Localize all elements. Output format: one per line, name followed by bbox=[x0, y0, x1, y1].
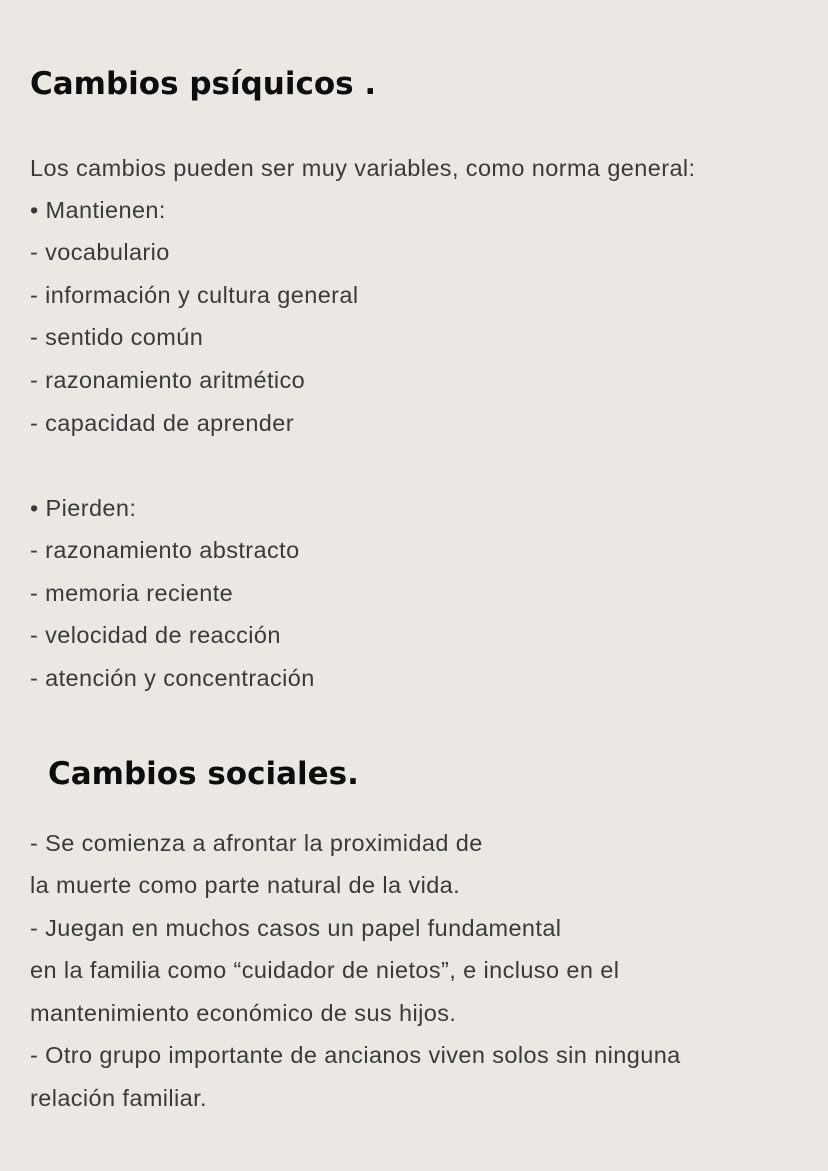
section-title-sociales: Cambios sociales. bbox=[48, 756, 359, 792]
list-item: - razonamiento aritmético bbox=[30, 367, 306, 393]
list-item: - memoria reciente bbox=[30, 580, 234, 606]
lose-heading: • Pierden: bbox=[30, 495, 137, 521]
keep-heading: • Mantienen: bbox=[30, 197, 166, 223]
paragraph-line: mantenimiento económico de sus hijos. bbox=[30, 1000, 457, 1026]
paragraph-line: - Juegan en muchos casos un papel fundamental bbox=[30, 915, 562, 941]
list-item: - información y cultura general bbox=[30, 282, 359, 308]
list-item: - razonamiento abstracto bbox=[30, 537, 300, 563]
list-item: - vocabulario bbox=[30, 239, 170, 265]
list-item: - capacidad de aprender bbox=[30, 410, 294, 436]
intro-text: Los cambios pueden ser muy variables, como norma general: bbox=[30, 155, 696, 181]
paragraph-line: relación familiar. bbox=[30, 1085, 207, 1111]
paragraph-line: - Otro grupo importante de ancianos viven solos sin ninguna bbox=[30, 1042, 681, 1068]
list-item: - velocidad de reacción bbox=[30, 622, 281, 648]
paragraph-line: - Se comienza a afrontar la proximidad de bbox=[30, 830, 483, 856]
paragraph-line: en la familia como “cuidador de nietos”, e incluso en el bbox=[30, 957, 620, 983]
paragraph-line: la muerte como parte natural de la vida. bbox=[30, 872, 461, 898]
list-item: - sentido común bbox=[30, 324, 204, 350]
list-item: - atención y concentración bbox=[30, 665, 315, 691]
section-title-psiquicos: Cambios psíquicos . bbox=[30, 66, 377, 102]
